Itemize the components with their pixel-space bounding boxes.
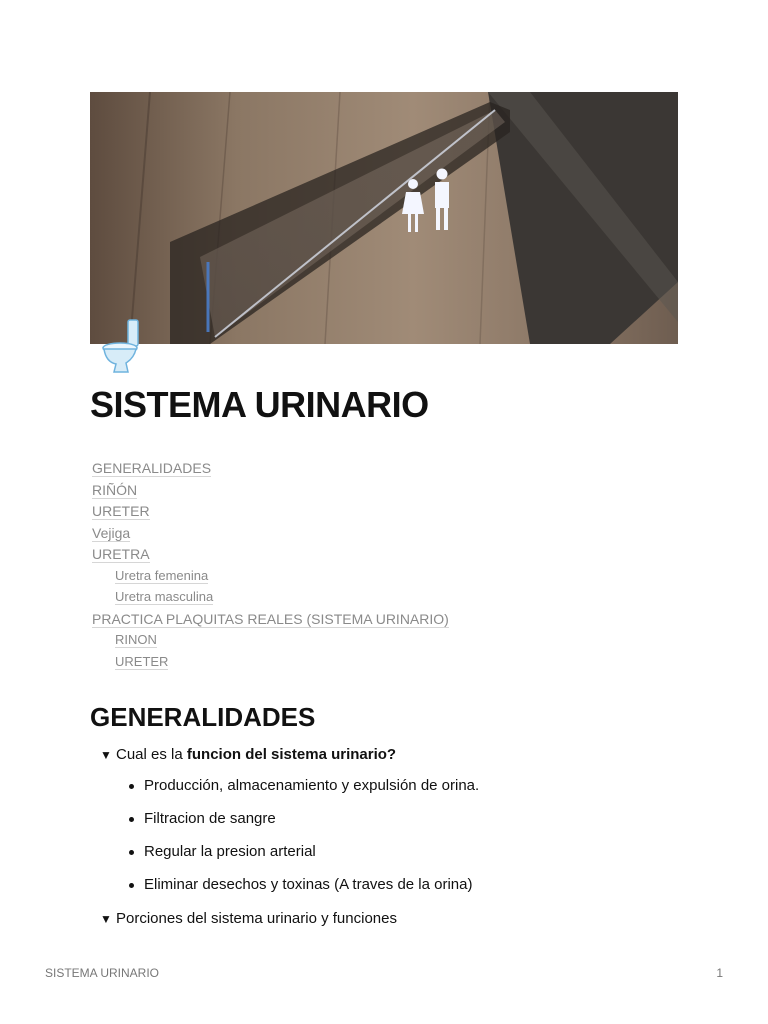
toc-item-ureter-sub[interactable]: URETER	[115, 653, 169, 669]
cover-image	[90, 92, 678, 344]
toc-item-uretra-masculina[interactable]: Uretra masculina	[115, 589, 214, 604]
toggle-porciones[interactable]	[100, 909, 397, 929]
toc-item-uretra[interactable]: URETRA	[92, 546, 150, 562]
toc-item-rinon[interactable]: RIÑÓN	[92, 481, 138, 498]
toggle-label: Porciones del sistema urinario y funciones	[116, 910, 397, 927]
list-item: Regular la presion arterial	[126, 842, 479, 875]
table-of-contents	[92, 458, 692, 673]
page-number: 1	[716, 966, 723, 980]
toggle-arrow-icon[interactable]: ▼	[100, 912, 112, 926]
toggle-funcion[interactable]	[100, 745, 396, 765]
toc-item-rinon-sub[interactable]: RINON	[115, 632, 157, 647]
toc-item-practica-plaquitas[interactable]: PRACTICA PLAQUITAS REALES (SISTEMA URINARIO)	[92, 610, 449, 627]
list-item: Eliminar desechos y toxinas (A traves de la orina)	[126, 875, 479, 908]
toilet-icon	[100, 318, 144, 374]
toggle-arrow-icon[interactable]: ▼	[100, 748, 112, 762]
list-item: Producción, almacenamiento y expulsión de orina.	[126, 776, 479, 809]
section-heading: GENERALIDADES	[90, 702, 316, 732]
toggle-label-bold: funcion del sistema urinario?	[186, 746, 397, 763]
toc-item-uretra-femenina[interactable]: Uretra femenina	[115, 567, 209, 583]
toggle-label-prefix: Cual es la	[116, 746, 187, 763]
page-title: SISTEMA URINARIO	[90, 384, 429, 425]
toc-item-vejiga[interactable]: Vejiga	[92, 524, 131, 541]
toc-item-generalidades[interactable]: GENERALIDADES	[92, 460, 212, 476]
list-item: Filtracion de sangre	[126, 809, 479, 842]
toc-item-ureter[interactable]: URETER	[92, 503, 150, 519]
footer-title: SISTEMA URINARIO	[45, 966, 160, 980]
bullet-list	[126, 776, 479, 908]
